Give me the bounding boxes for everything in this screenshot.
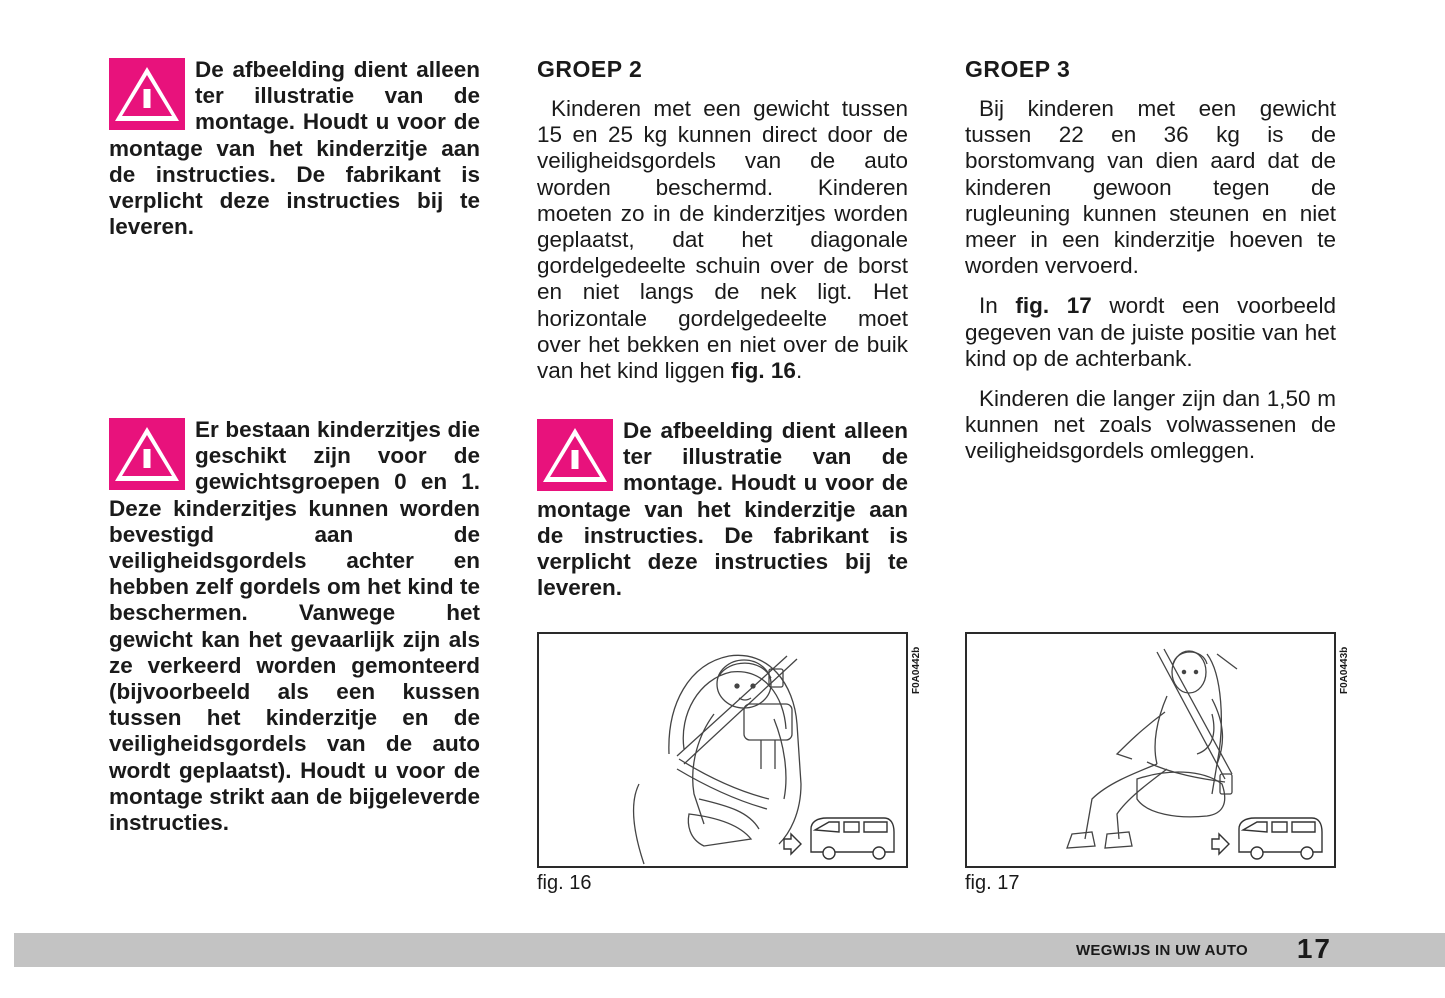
groep-2-paragraph: Kinderen met een gewicht tussen 15 en 25 kg kunnen direct door de veiligheidsgordels van de auto worden beschermd. Kinderen moeten zo in de kinderzitjes worden geplaatst, dat het diagonale gordelgedeelte schuin over de borst en niet langs de nek ligt. Het horizontale gordelgedeelte moet over het bekken en niet over de buik van het kind liggen fig. 16. [537, 96, 908, 384]
warning-text-2: Er bestaan kinderzitjes die geschikt zijn voor de gewichtsgroepen 0 en 1. Deze kinderzitjes kunnen worden bevestigd aan de veiligheidsgordels achter en hebben zelf gordels om het kind te beschermen. Vanwege het gewicht kan het gevaarlijk zijn als ze verkeerd worden gemonteerd (bijvoorbeeld als een kussen tussen het kinderzitje en de veiligheidsgordels van de auto wordt geplaatst). Houdt u voor de montage strikt aan de bijgeleverde instructies. [109, 417, 480, 836]
warning-block-2 [109, 417, 480, 836]
page-number: 17 [1296, 933, 1332, 964]
figure-16-caption: fig. 16 [537, 872, 592, 894]
footer-bar [14, 933, 1445, 967]
warning-text-1: De afbeelding dient alleen ter illustratie van de montage. Houdt u voor de montage van het kinderzitje aan de instructies. De fabrikant is verplicht deze instructies bij te leveren. [109, 57, 480, 240]
groep-3-body [965, 96, 1336, 465]
warning-block-1 [109, 57, 480, 240]
groep-2-heading: GROEP 2 [537, 56, 643, 82]
fig-16-reference: fig. 16 [730, 358, 796, 384]
warning-text-3: De afbeelding dient alleen ter illustratie van de montage. Houdt u voor de montage van het kinderzitje aan de instructies. De fabrikant is verplicht deze instructies bij te leveren. [537, 418, 908, 601]
groep-3-paragraph-3: Kinderen die langer zijn dan 1,50 m kunnen net zoals volwassenen de veiligheidsgordels omleggen. [965, 386, 1336, 464]
figure-17-caption: fig. 17 [965, 872, 1020, 894]
fig-17-reference: fig. 17 [1015, 293, 1092, 319]
footer-section-title: WEGWIJS IN UW AUTO [1075, 942, 1248, 959]
groep-3-paragraph-1: Bij kinderen met een gewicht tussen 22 en 36 kg is de borstomvang van dien aard dat de kinderen gewoon tegen de rugleuning kunnen steunen en niet meer in een kinderzitje hoeven te worden vervoerd. [965, 96, 1336, 279]
child-seated-with-belt-illustration [967, 634, 1334, 866]
groep-3-heading: GROEP 3 [965, 56, 1071, 82]
warning-triangle-icon [109, 58, 185, 130]
figure-17 [965, 632, 1336, 868]
figure-16-code: F0A0442b [911, 646, 922, 694]
child-booster-seat-illustration [539, 634, 906, 866]
warning-block-3 [537, 418, 908, 601]
warning-triangle-icon [537, 419, 613, 491]
warning-triangle-icon [109, 418, 185, 490]
figure-17-code: F0A0443b [1339, 646, 1350, 694]
groep-2-body [537, 96, 908, 384]
figure-16 [537, 632, 908, 868]
groep-3-paragraph-2: In fig. 17 wordt een voorbeeld gegeven van de juiste positie van het kind op de achterbank. [965, 293, 1336, 371]
